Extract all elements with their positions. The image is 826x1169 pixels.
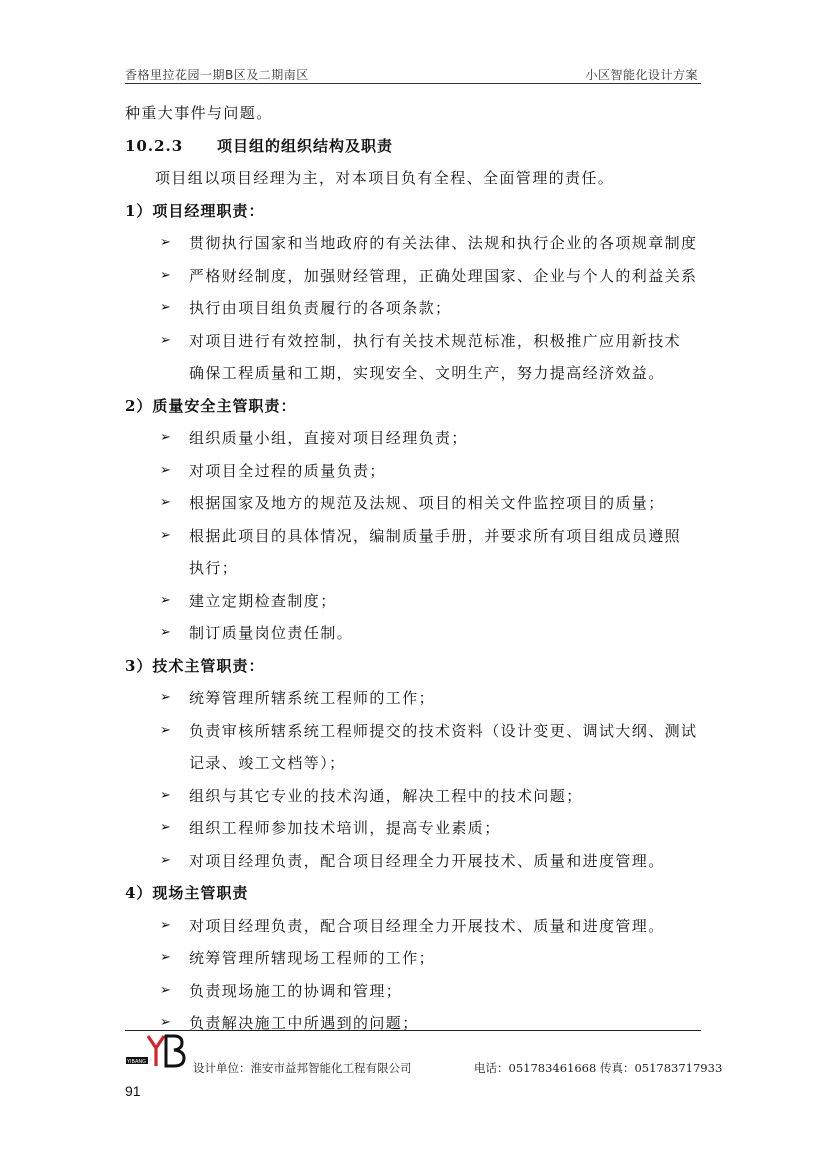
arrow-bullet-icon: ➢ <box>160 625 173 640</box>
list-item <box>125 845 705 878</box>
arrow-bullet-icon: ➢ <box>160 722 173 738</box>
list-item <box>125 325 705 358</box>
arrow-bullet-icon: ➢ <box>160 430 173 445</box>
arrow-bullet-icon: ➢ <box>160 300 173 315</box>
list-item-text: 对项目进行有效控制，执行有关技术规范标准，积极推广应用新技术 <box>189 331 682 350</box>
arrow-bullet-icon: ➢ <box>160 820 173 835</box>
list-item <box>125 812 705 845</box>
arrow-bullet-icon: ➢ <box>160 787 173 803</box>
section-intro: 项目组以项目经理为主，对本项目负有全程、全面管理的责任。 <box>155 169 615 187</box>
arrow-bullet-icon: ➢ <box>160 950 173 965</box>
list-item-text: 根据国家及地方的规范及法规、项目的相关文件监控项目的质量； <box>189 494 665 512</box>
list-item <box>125 715 705 748</box>
list-item-text: 严格财经制度，加强财经管理，正确处理国家、企业与个人的利益关系 <box>189 266 698 285</box>
arrow-bullet-icon: ➢ <box>160 592 173 608</box>
section-heading <box>125 130 705 163</box>
list-item-text: 建立定期检查制度； <box>189 591 337 610</box>
list-item <box>125 455 705 488</box>
list-item-text: 组织工程师参加技术培训，提高专业素质； <box>189 819 501 837</box>
list-item <box>125 260 705 293</box>
group-title: 4）现场主管职责 <box>125 884 249 902</box>
list-item <box>125 682 705 715</box>
company-logo-graphic <box>126 1034 192 1068</box>
list-item <box>125 227 705 260</box>
section-number: 10.2.3 <box>125 136 184 155</box>
intro-tail-text: 种重大事件与问题。 <box>125 104 273 122</box>
list-item-text: 贯彻执行国家和当地政府的有关法律、法规和执行企业的各项规章制度 <box>189 234 698 252</box>
group-title: 3）技术主管职责： <box>125 656 265 675</box>
arrow-bullet-icon: ➢ <box>160 495 173 510</box>
list-item-text: 统筹管理所辖系统工程师的工作； <box>189 689 436 707</box>
list-item <box>125 910 705 943</box>
list-item <box>125 780 705 813</box>
responsibility-groups <box>125 195 705 1040</box>
list-item <box>125 585 705 618</box>
list-item-text: 组织质量小组，直接对项目经理负责； <box>189 429 468 447</box>
list-item-continuation: 记录、竣工文档等）； <box>189 754 346 772</box>
header-divider <box>125 83 701 84</box>
list-item-text: 执行由项目组负责履行的各项条款； <box>189 299 452 317</box>
list-item-text: 负责解决施工中所遇到的问题； <box>189 1014 419 1032</box>
list-item-text: 对项目经理负责，配合项目经理全力开展技术、质量和进度管理。 <box>189 851 665 870</box>
list-item <box>125 422 705 455</box>
arrow-bullet-icon: ➢ <box>160 332 173 348</box>
list-item <box>125 942 705 975</box>
arrow-bullet-icon: ➢ <box>160 267 173 283</box>
list-item <box>125 487 705 520</box>
list-item <box>125 292 705 325</box>
section-title: 项目组的组织结构及职责 <box>217 136 394 155</box>
list-item <box>125 975 705 1008</box>
header-document-type: 小区智能化设计方案 <box>585 68 698 82</box>
document-body <box>125 97 705 1040</box>
page-number: 91 <box>125 1083 141 1099</box>
list-item-continuation: 执行； <box>189 559 239 577</box>
group-title: 1）项目经理职责： <box>125 201 265 220</box>
list-item-text: 负责审核所辖系统工程师提交的技术资料（设计变更、调试大纲、测试 <box>189 721 698 740</box>
company-logo <box>126 1034 192 1068</box>
arrow-bullet-icon: ➢ <box>160 235 173 250</box>
arrow-bullet-icon: ➢ <box>160 1015 173 1030</box>
list-item-text: 对项目全过程的质量负责； <box>189 461 386 480</box>
arrow-bullet-icon: ➢ <box>160 462 173 478</box>
arrow-bullet-icon: ➢ <box>160 527 173 543</box>
contact-text: 电话：051783461668 传真：051783717933 <box>474 1061 723 1075</box>
header-document-title: 香格里拉花园一期B区及二期南区 <box>125 68 309 82</box>
arrow-bullet-icon: ➢ <box>160 917 173 933</box>
list-item <box>125 617 705 650</box>
list-item-text: 对项目经理负责，配合项目经理全力开展技术、质量和进度管理。 <box>189 916 665 935</box>
design-unit-text: 设计单位：淮安市益邦智能化工程有限公司 <box>193 1061 412 1075</box>
list-item-continuation: 确保工程质量和工期，实现安全、文明生产，努力提高经济效益。 <box>189 364 665 382</box>
list-item <box>125 1007 705 1040</box>
arrow-bullet-icon: ➢ <box>160 982 173 998</box>
list-item <box>125 520 705 553</box>
list-item-text: 负责现场施工的协调和管理； <box>189 981 403 1000</box>
logo-subtext: YIBANG <box>127 1059 146 1065</box>
group-title: 2）质量安全主管职责： <box>125 396 297 415</box>
arrow-bullet-icon: ➢ <box>160 690 173 705</box>
footer-divider <box>125 1030 701 1031</box>
list-item-text: 统筹管理所辖现场工程师的工作； <box>189 949 436 967</box>
list-item-text: 制订质量岗位责任制。 <box>189 624 354 642</box>
arrow-bullet-icon: ➢ <box>160 852 173 868</box>
list-item-text: 根据此项目的具体情况，编制质量手册，并要求所有项目组成员遵照 <box>189 526 682 545</box>
list-item-text: 组织与其它专业的技术沟通，解决工程中的技术问题； <box>189 786 583 805</box>
